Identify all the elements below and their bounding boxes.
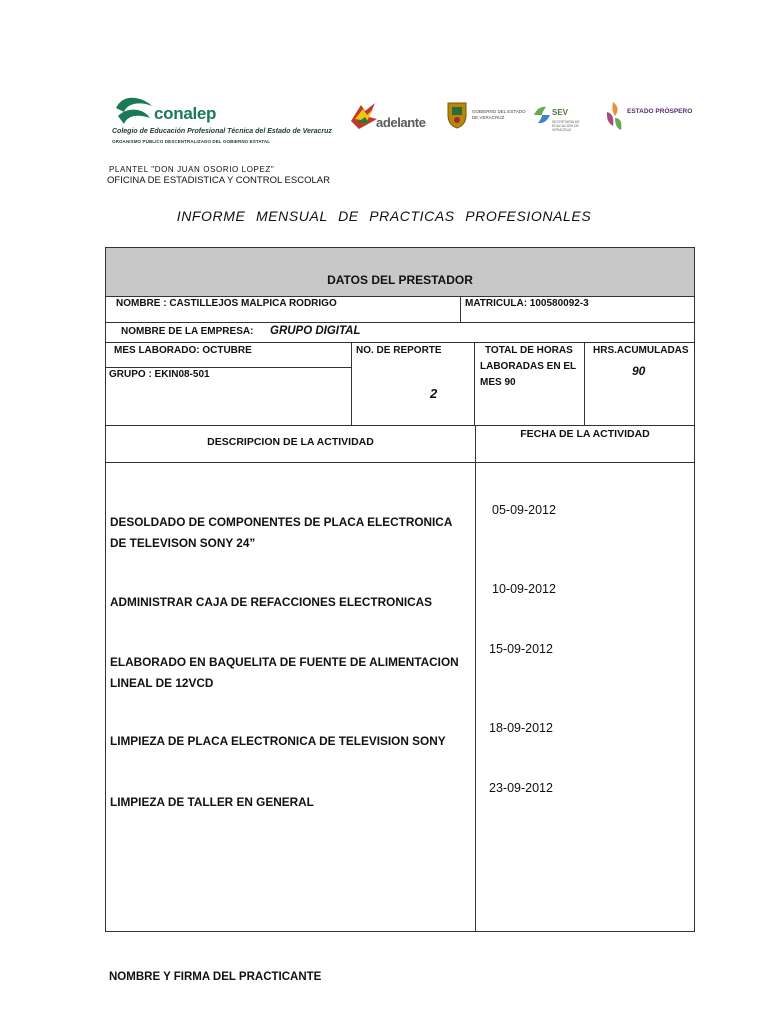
rule-below-nombre bbox=[105, 322, 695, 323]
plantel-name: PLANTEL "DON JUAN OSORIO LOPEZ" bbox=[109, 165, 275, 174]
activity-description: DESOLDADO DE COMPONENTES DE PLACA ELECTRONICA DE TELEVISON SONY 24” bbox=[110, 515, 452, 550]
activity-date: 05-09-2012 bbox=[492, 503, 556, 517]
conalep-wordmark: conalep bbox=[154, 104, 217, 123]
empresa-label: NOMBRE DE LA EMPRESA: bbox=[121, 326, 254, 337]
rule-below-header bbox=[105, 296, 695, 297]
mes-laborado-field: MES LABORADO: OCTUBRE bbox=[114, 345, 252, 356]
rule-nombre-matricula-divider bbox=[460, 296, 461, 322]
hrs-acumuladas-value: 90 bbox=[632, 364, 646, 378]
activity-description: ELABORADO EN BAQUELITA DE FUENTE DE ALIMENTACION LINEAL DE 12VCD bbox=[110, 655, 459, 690]
office-name: OFICINA DE ESTADISTICA Y CONTROL ESCOLAR bbox=[107, 175, 330, 186]
total-horas-line-2: LABORADAS EN EL bbox=[480, 361, 577, 372]
no-reporte-value: 2 bbox=[430, 386, 438, 401]
conalep-subtitle-2: ORGANISMO PÚBLICO DESCENTRALIZADO DEL GOBIERNO ESTATAL bbox=[112, 139, 271, 144]
rule-below-empresa bbox=[105, 342, 695, 343]
rule-between-mes-grupo bbox=[105, 367, 351, 368]
activity-date: 15-09-2012 bbox=[489, 642, 553, 656]
no-reporte-label: NO. DE REPORTE bbox=[356, 345, 442, 356]
activity-date: 23-09-2012 bbox=[489, 781, 553, 795]
document-title: INFORME MENSUAL DE PRACTICAS PROFESIONALES bbox=[176, 208, 592, 224]
veracruz-coat-of-arms-icon bbox=[446, 99, 468, 129]
empresa-value: GRUPO DIGITAL bbox=[270, 325, 361, 337]
rule-below-report-block bbox=[105, 425, 695, 426]
rule-below-activity-header bbox=[105, 462, 695, 463]
rule-col-divider-1 bbox=[351, 342, 352, 425]
matricula-field: MATRICULA: 100580092-3 bbox=[465, 298, 589, 309]
activity-date: 18-09-2012 bbox=[489, 721, 553, 735]
section-header-band bbox=[106, 248, 694, 296]
adelante-wordmark: adelante bbox=[376, 115, 426, 130]
sev-logo-icon bbox=[532, 104, 552, 126]
nombre-field: NOMBRE : CASTILLEJOS MALPICA RODRIGO bbox=[116, 298, 337, 309]
conalep-logo-icon bbox=[112, 94, 156, 128]
activity-description: ADMINISTRAR CAJA DE REFACCIONES ELECTRONICAS bbox=[110, 595, 433, 609]
rule-col-divider-3 bbox=[584, 342, 585, 425]
activity-description: LIMPIEZA DE TALLER EN GENERAL bbox=[110, 795, 314, 809]
estado-prospero-logo-icon bbox=[603, 100, 625, 132]
total-horas-line-3: MES 90 bbox=[480, 377, 516, 388]
gobierno-veracruz-label: GOBIERNO DEL ESTADO DE VERACRUZ bbox=[472, 109, 526, 120]
grupo-field: GRUPO : EKIN08-501 bbox=[109, 369, 210, 380]
section-title: DATOS DEL PRESTADOR bbox=[327, 273, 473, 287]
activity-description-header: DESCRIPCION DE LA ACTIVIDAD bbox=[207, 436, 374, 448]
conalep-subtitle: Colegio de Educación Profesional Técnica del Estado de Veracruz bbox=[112, 128, 332, 135]
signature-label: NOMBRE Y FIRMA DEL PRACTICANTE bbox=[109, 971, 322, 983]
activity-date-header: FECHA DE LA ACTIVIDAD bbox=[520, 428, 650, 440]
rule-col-divider-2 bbox=[474, 342, 475, 425]
sev-subtitle: SECRETARÍA DE EDUCACIÓN DE VERACRUZ bbox=[552, 120, 580, 132]
hrs-acumuladas-label: HRS.ACUMULADAS bbox=[593, 345, 689, 356]
adelante-logo-icon bbox=[349, 101, 379, 131]
estado-prospero-label: ESTADO PRÓSPERO bbox=[627, 108, 693, 115]
activity-date: 10-09-2012 bbox=[492, 582, 556, 596]
rule-activity-divider bbox=[475, 425, 476, 932]
activity-description: LIMPIEZA DE PLACA ELECTRONICA DE TELEVISION SONY bbox=[110, 734, 446, 748]
sev-wordmark: SEV bbox=[552, 108, 569, 117]
total-horas-line-1: TOTAL DE HORAS bbox=[485, 345, 573, 356]
